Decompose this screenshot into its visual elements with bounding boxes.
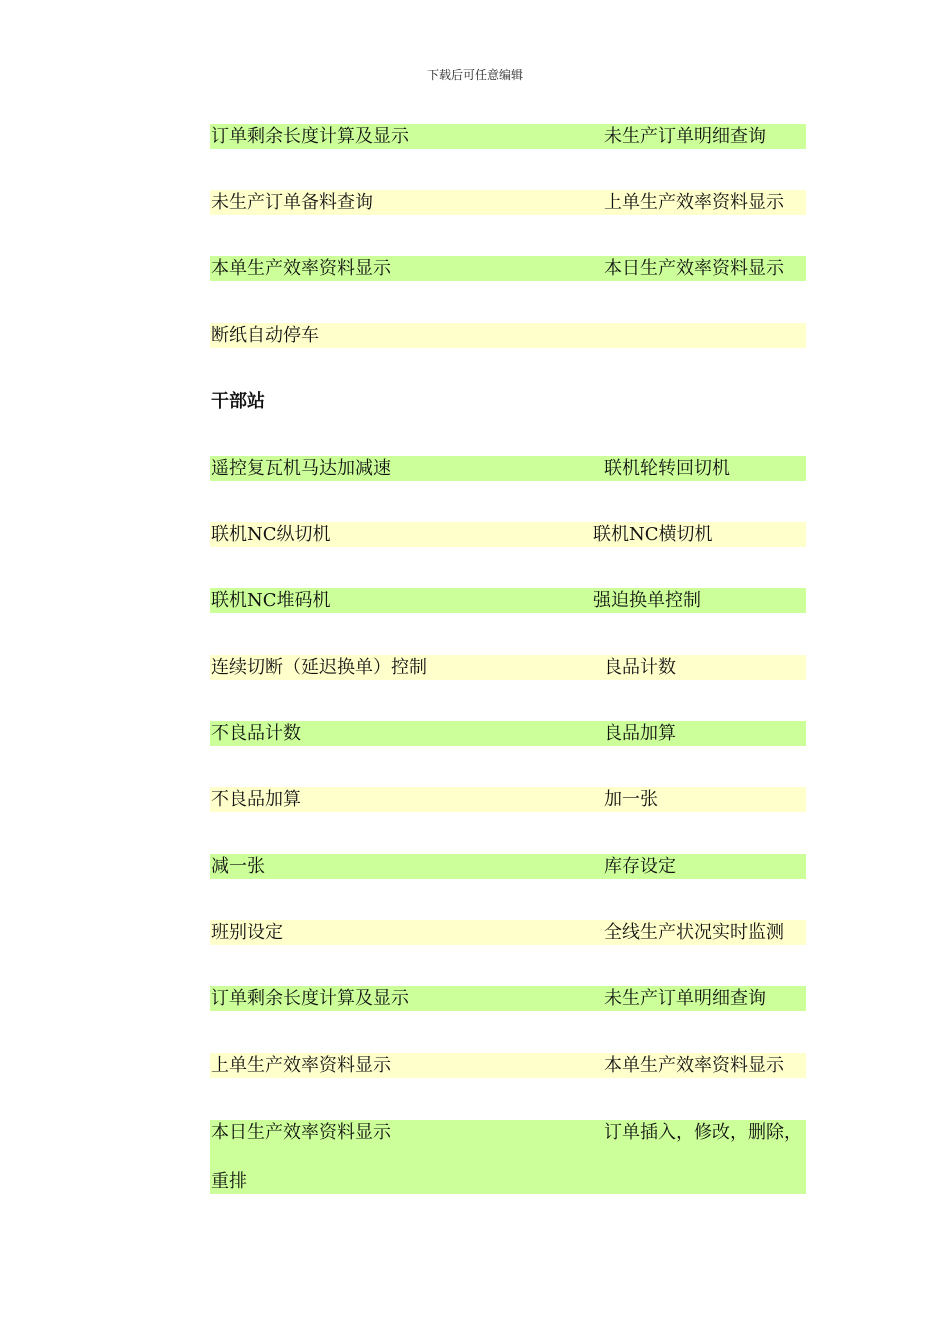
feature-left: 本日生产效率资料显示 bbox=[211, 1122, 391, 1143]
feature-row bbox=[210, 456, 806, 481]
feature-right: 良品加算 bbox=[604, 723, 676, 744]
feature-right-continuation: 重排 bbox=[211, 1171, 247, 1192]
feature-left: 订单剩余长度计算及显示 bbox=[211, 126, 409, 147]
feature-row bbox=[210, 522, 806, 547]
feature-right: 未生产订单明细查询 bbox=[604, 988, 766, 1009]
feature-right: 联机NC横切机 bbox=[593, 524, 713, 545]
feature-right: 强迫换单控制 bbox=[593, 590, 701, 611]
feature-row bbox=[210, 721, 806, 746]
feature-left: 上单生产效率资料显示 bbox=[211, 1055, 391, 1076]
feature-row bbox=[210, 655, 806, 680]
section-title: 干部站 bbox=[211, 391, 265, 412]
feature-left: 减一张 bbox=[211, 856, 265, 877]
feature-right: 本日生产效率资料显示 bbox=[604, 258, 784, 279]
feature-left: 本单生产效率资料显示 bbox=[211, 258, 391, 279]
feature-left: 断纸自动停车 bbox=[211, 325, 319, 346]
feature-left: 联机NC纵切机 bbox=[211, 524, 331, 545]
feature-row bbox=[210, 920, 806, 945]
feature-row bbox=[210, 256, 806, 281]
feature-left: 班别设定 bbox=[211, 922, 283, 943]
feature-right: 联机轮转回切机 bbox=[604, 458, 730, 479]
feature-right: 良品计数 bbox=[604, 657, 676, 678]
feature-left: 遥控复瓦机马达加减速 bbox=[211, 458, 391, 479]
feature-row bbox=[210, 1120, 806, 1194]
feature-right: 全线生产状况实时监测 bbox=[604, 922, 784, 943]
feature-left: 不良品计数 bbox=[211, 723, 301, 744]
feature-row bbox=[210, 588, 806, 613]
feature-row bbox=[210, 323, 806, 348]
feature-right: 库存设定 bbox=[604, 856, 676, 877]
feature-row bbox=[210, 854, 806, 879]
feature-right: 上单生产效率资料显示 bbox=[604, 192, 784, 213]
feature-left: 连续切断（延迟换单）控制 bbox=[211, 657, 427, 678]
feature-right: 未生产订单明细查询 bbox=[604, 126, 766, 147]
feature-row bbox=[210, 190, 806, 215]
feature-row bbox=[210, 787, 806, 812]
feature-left: 订单剩余长度计算及显示 bbox=[211, 988, 409, 1009]
feature-left: 不良品加算 bbox=[211, 789, 301, 810]
feature-right: 订单插入，修改，删除， bbox=[604, 1122, 802, 1143]
feature-row bbox=[210, 986, 806, 1011]
feature-row bbox=[210, 124, 806, 149]
feature-right: 加一张 bbox=[604, 789, 658, 810]
feature-row bbox=[210, 1053, 806, 1078]
feature-left: 未生产订单备料查询 bbox=[211, 192, 373, 213]
page-header: 下载后可任意编辑 bbox=[426, 68, 523, 82]
feature-left: 联机NC堆码机 bbox=[211, 590, 331, 611]
feature-right: 本单生产效率资料显示 bbox=[604, 1055, 784, 1076]
